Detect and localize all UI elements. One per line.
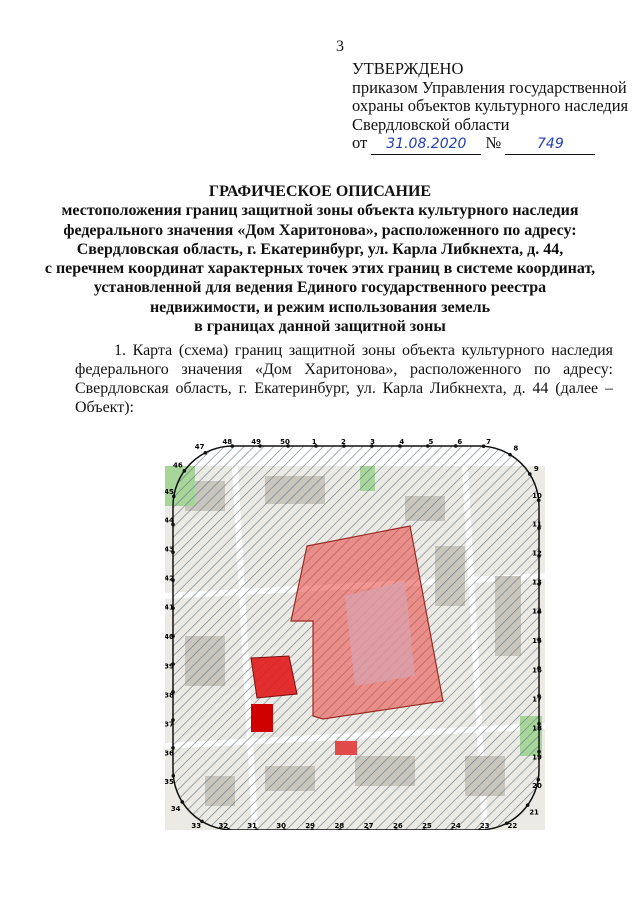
boundary-point-marker [171,774,175,778]
title-line-4: Свердловская область, г. Екатеринбург, ул. Карла Либкнехта, д. 44, [76,240,564,258]
boundary-point-label: 7 [486,438,492,446]
document-title [0,182,640,336]
boundary-point-label: 31 [247,822,258,830]
boundary-point-label: 25 [422,822,432,830]
boundary-point-label: 12 [532,549,542,558]
boundary-point-label: 32 [218,822,229,830]
boundary-point-label: 8 [513,444,519,453]
boundary-point-label: 9 [533,464,539,473]
object-annex [335,741,357,755]
boundary-point-label: 44 [165,516,174,525]
boundary-point-label: 45 [165,487,174,496]
approval-line-1: приказом Управления государственной [352,77,627,97]
boundary-point-label: 11 [532,520,542,529]
boundary-point-marker [526,803,530,807]
boundary-point-label: 23 [479,822,490,830]
boundary-point-label: 37 [165,720,174,729]
boundary-point-label: 17 [532,695,542,704]
boundary-point-label: 3 [370,438,376,446]
boundary-point-label: 21 [529,808,539,817]
boundary-point-label: 24 [451,822,461,830]
boundary-point-label: 43 [165,545,174,554]
boundary-map [165,436,545,830]
boundary-point-label: 35 [165,778,174,787]
boundary-point-label: 50 [280,438,290,446]
boundary-point-label: 22 [507,822,518,830]
boundary-point-label: 49 [251,438,261,446]
title-line-1: ГРАФИЧЕСКОЕ ОПИСАНИЕ [208,183,432,200]
object-park [345,581,415,686]
title-line-3: федерального значения «Дом Харитонова», расположенного по адресу: [63,221,577,239]
number-value: 749 [537,136,564,152]
boundary-point-label: 13 [532,578,542,587]
boundary-point-label: 15 [532,637,542,646]
boundary-point-label: 4 [399,438,405,446]
boundary-point-marker [183,469,187,473]
boundary-point-label: 29 [305,822,316,830]
boundary-point-marker [180,800,184,804]
date-field [371,134,481,155]
boundary-point-label: 34 [170,805,181,814]
boundary-point-label: 2 [340,438,346,446]
title-line-5: с перечнем координат характерных точек этих границ в системе координат, [44,260,596,278]
object-building-red [251,704,273,732]
boundary-point-label: 30 [276,822,286,830]
boundary-point-label: 40 [165,632,174,641]
boundary-point-label: 42 [165,574,174,583]
boundary-point-marker [528,472,532,476]
title-line-8: в границах данной защитной зоны [194,318,446,336]
date-value: 31.08.2020 [386,136,467,152]
approval-stamp [352,60,628,155]
object-main-building [251,656,297,698]
boundary-point-label: 14 [532,607,542,616]
boundary-point-label: 36 [165,749,174,758]
boundary-point-label: 39 [165,662,174,671]
number-prefix: № [485,133,502,152]
boundary-point-label: 20 [532,782,542,791]
boundary-point-label: 41 [165,603,174,612]
boundary-point-label: 28 [334,822,345,830]
boundary-point-label: 1 [311,438,317,446]
boundary-point-label: 46 [173,461,183,470]
date-prefix: от [352,133,368,152]
boundary-point-label: 19 [532,753,542,762]
boundary-point-label: 47 [194,442,205,451]
title-line-6: установленной для ведения Единого государственного реестра [93,279,547,297]
boundary-point-marker [482,444,486,448]
title-line-7: недвижимости, и режим использования земель [149,298,491,316]
boundary-point-label: 27 [363,822,374,830]
boundary-point-marker [536,778,540,782]
title-line-2: местоположения границ защитной зоны объекта культурного наследия [61,202,579,220]
boundary-point-label: 5 [428,438,434,446]
boundary-point-label: 33 [191,822,202,830]
boundary-point-label: 48 [222,438,233,446]
approval-line-2: охраны объектов культурного наследия [352,96,629,115]
boundary-point-label: 18 [532,724,542,733]
boundary-point-label: 6 [457,438,463,446]
boundary-point-marker [508,453,512,457]
page-number: 3 [336,38,344,55]
boundary-point-marker [204,451,208,455]
boundary-point-label: 38 [165,691,174,700]
boundary-point-label: 16 [532,666,542,675]
boundary-point-label: 26 [392,822,403,830]
map-drawing [165,436,545,830]
approval-heading: УТВЕРЖДЕНО [352,59,464,78]
approval-line-3: Свердловской области [352,114,510,134]
number-field [505,134,595,155]
map-caption-paragraph: 1. Карта (схема) границ защитной зоны объекта культурного наследия федерального значения «Дом Харитонова», расположенного по адресу: Свердловская область, г. Екатеринбург, ул. Карла Либкнехта, д. 44 (далее – Объект): [75,342,613,416]
boundary-point-label: 10 [532,491,542,500]
approval-date-row [352,134,628,155]
